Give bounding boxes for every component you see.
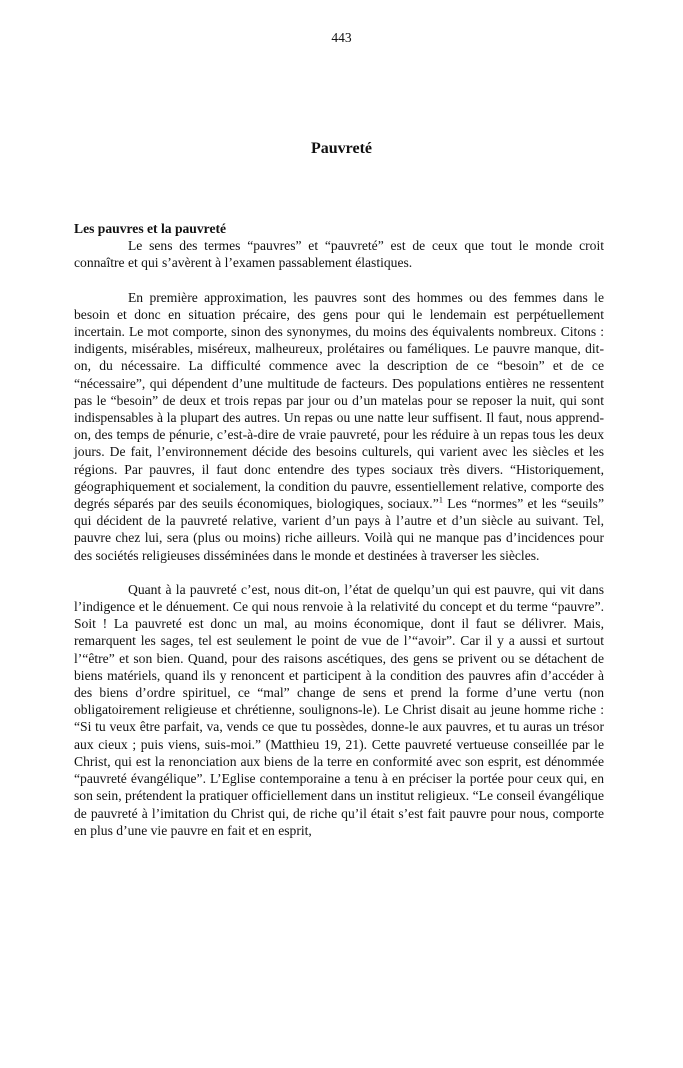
document-body bbox=[74, 220, 604, 839]
chapter-title: Pauvreté bbox=[310, 140, 372, 157]
section-heading: Les pauvres et la pauvreté bbox=[74, 221, 227, 236]
footnote-marker: 1 bbox=[438, 494, 443, 505]
paragraph-1: Le sens des termes “pauvres” et “pauvreté” est de ceux que tout le monde croit connaître et qui s’avèrent à l’examen passablement élastiques. bbox=[74, 238, 604, 271]
paragraph-2 bbox=[74, 289, 604, 564]
paragraph-3: Quant à la pauvreté c’est, nous dit-on, l’état de quelqu’un qui est pauvre, qui vit dans l’indigence et le dénuement. Ce qui nous renvoie à la relativité du concept et du terme “pauvre”. Soit ! La pauvreté est donc un mal, au moins économique, dont il faut se délivrer. Mais, remarquent les sages, tel est seulement le point de vue de l’“avoir”. Car il y a aussi et surtout l’“être” et son bien. Quand, pour des raisons ascétiques, des gens se privent ou se détachent de biens matériels, quand ils y renoncent et participent à la condition des pauvres afin d’accéder à des biens d’ordre spirituel, ce “mal” change de sens et prend la forme d’une vertu (non obligatoirement religieuse et chrétienne, soulignons-le). Le Christ disait au jeune homme riche : “Si tu veux être parfait, va, vends ce que tu possèdes, donne-le aux pauvres, et tu auras un trésor aux cieux ; puis viens, suis-moi.” (Matthieu 19, 21). Cette pauvreté vertueuse conseillée par le Christ, qui est la renonciation aux biens de la terre en conformité avec son esprit, est dénommée “pauvreté évangélique”. L’Eglise contemporaine a tenu à en préciser la portée pour ceux qui, en son sein, prétendent la pratiquer officiellement dans un institut religieux. “Le conseil évangélique de pauvreté à l’imitation du Christ qui, de riche qu’il était s’est fait pauvre pour nous, comporte en plus d’une vie pauvre en fait et en esprit, bbox=[74, 581, 604, 838]
paragraph-2-text: En première approximation, les pauvres sont des hommes ou des femmes dans le besoin et donc en situation précaire, des gens pour qui le lendemain est perpétuellement incertain. Le mot comporte, sinon des synonymes, du moins des équivalents nombreux. Citons : indigents, misérables, miséreux, malheureux, prolétaires ou faméliques. Le pauvre manque, dit-on, du nécessaire. La difficulté commence avec la description de ce “besoin” et de ce “nécessaire”, qui dépendent d’une multitude de facteurs. Des populations entières ne ressentent pas le “besoin” de deux et trois repas par jour ou d’un matelas pour se reposer la nuit, qui sont indispensables à la plupart des autres. Un repas ou une natte leur suffisent. Il faut, nous apprend-on, des temps de pénurie, c’est-à-dire de vraie pauvreté, pour les réduire à un repas tous les deux jours. De fait, l’environnement décide des besoins culturels, qui varient avec les siècles et les régions. Par pauvres, il faut donc entendre des types sociaux très divers. “Historiquement, géographiquement et socialement, la condition du pauvre, essentiellement relative, comporte des degrés séparés par des seuils économiques, biologiques, sociaux.” bbox=[74, 289, 604, 512]
paragraph-2-continuation: Les “normes” et les “seuils” qui décident de la pauvreté relative, varient d’un pays à l’autre et d’un siècle au suivant. Tel, pauvre chez lui, sera (plus ou moins) riche ailleurs. Voilà qui ne manque pas d’incidences pour des sociétés religieuses disséminées dans le monde et destinées à traverser les siècles. bbox=[74, 496, 604, 563]
page-number: 443 bbox=[331, 30, 352, 45]
